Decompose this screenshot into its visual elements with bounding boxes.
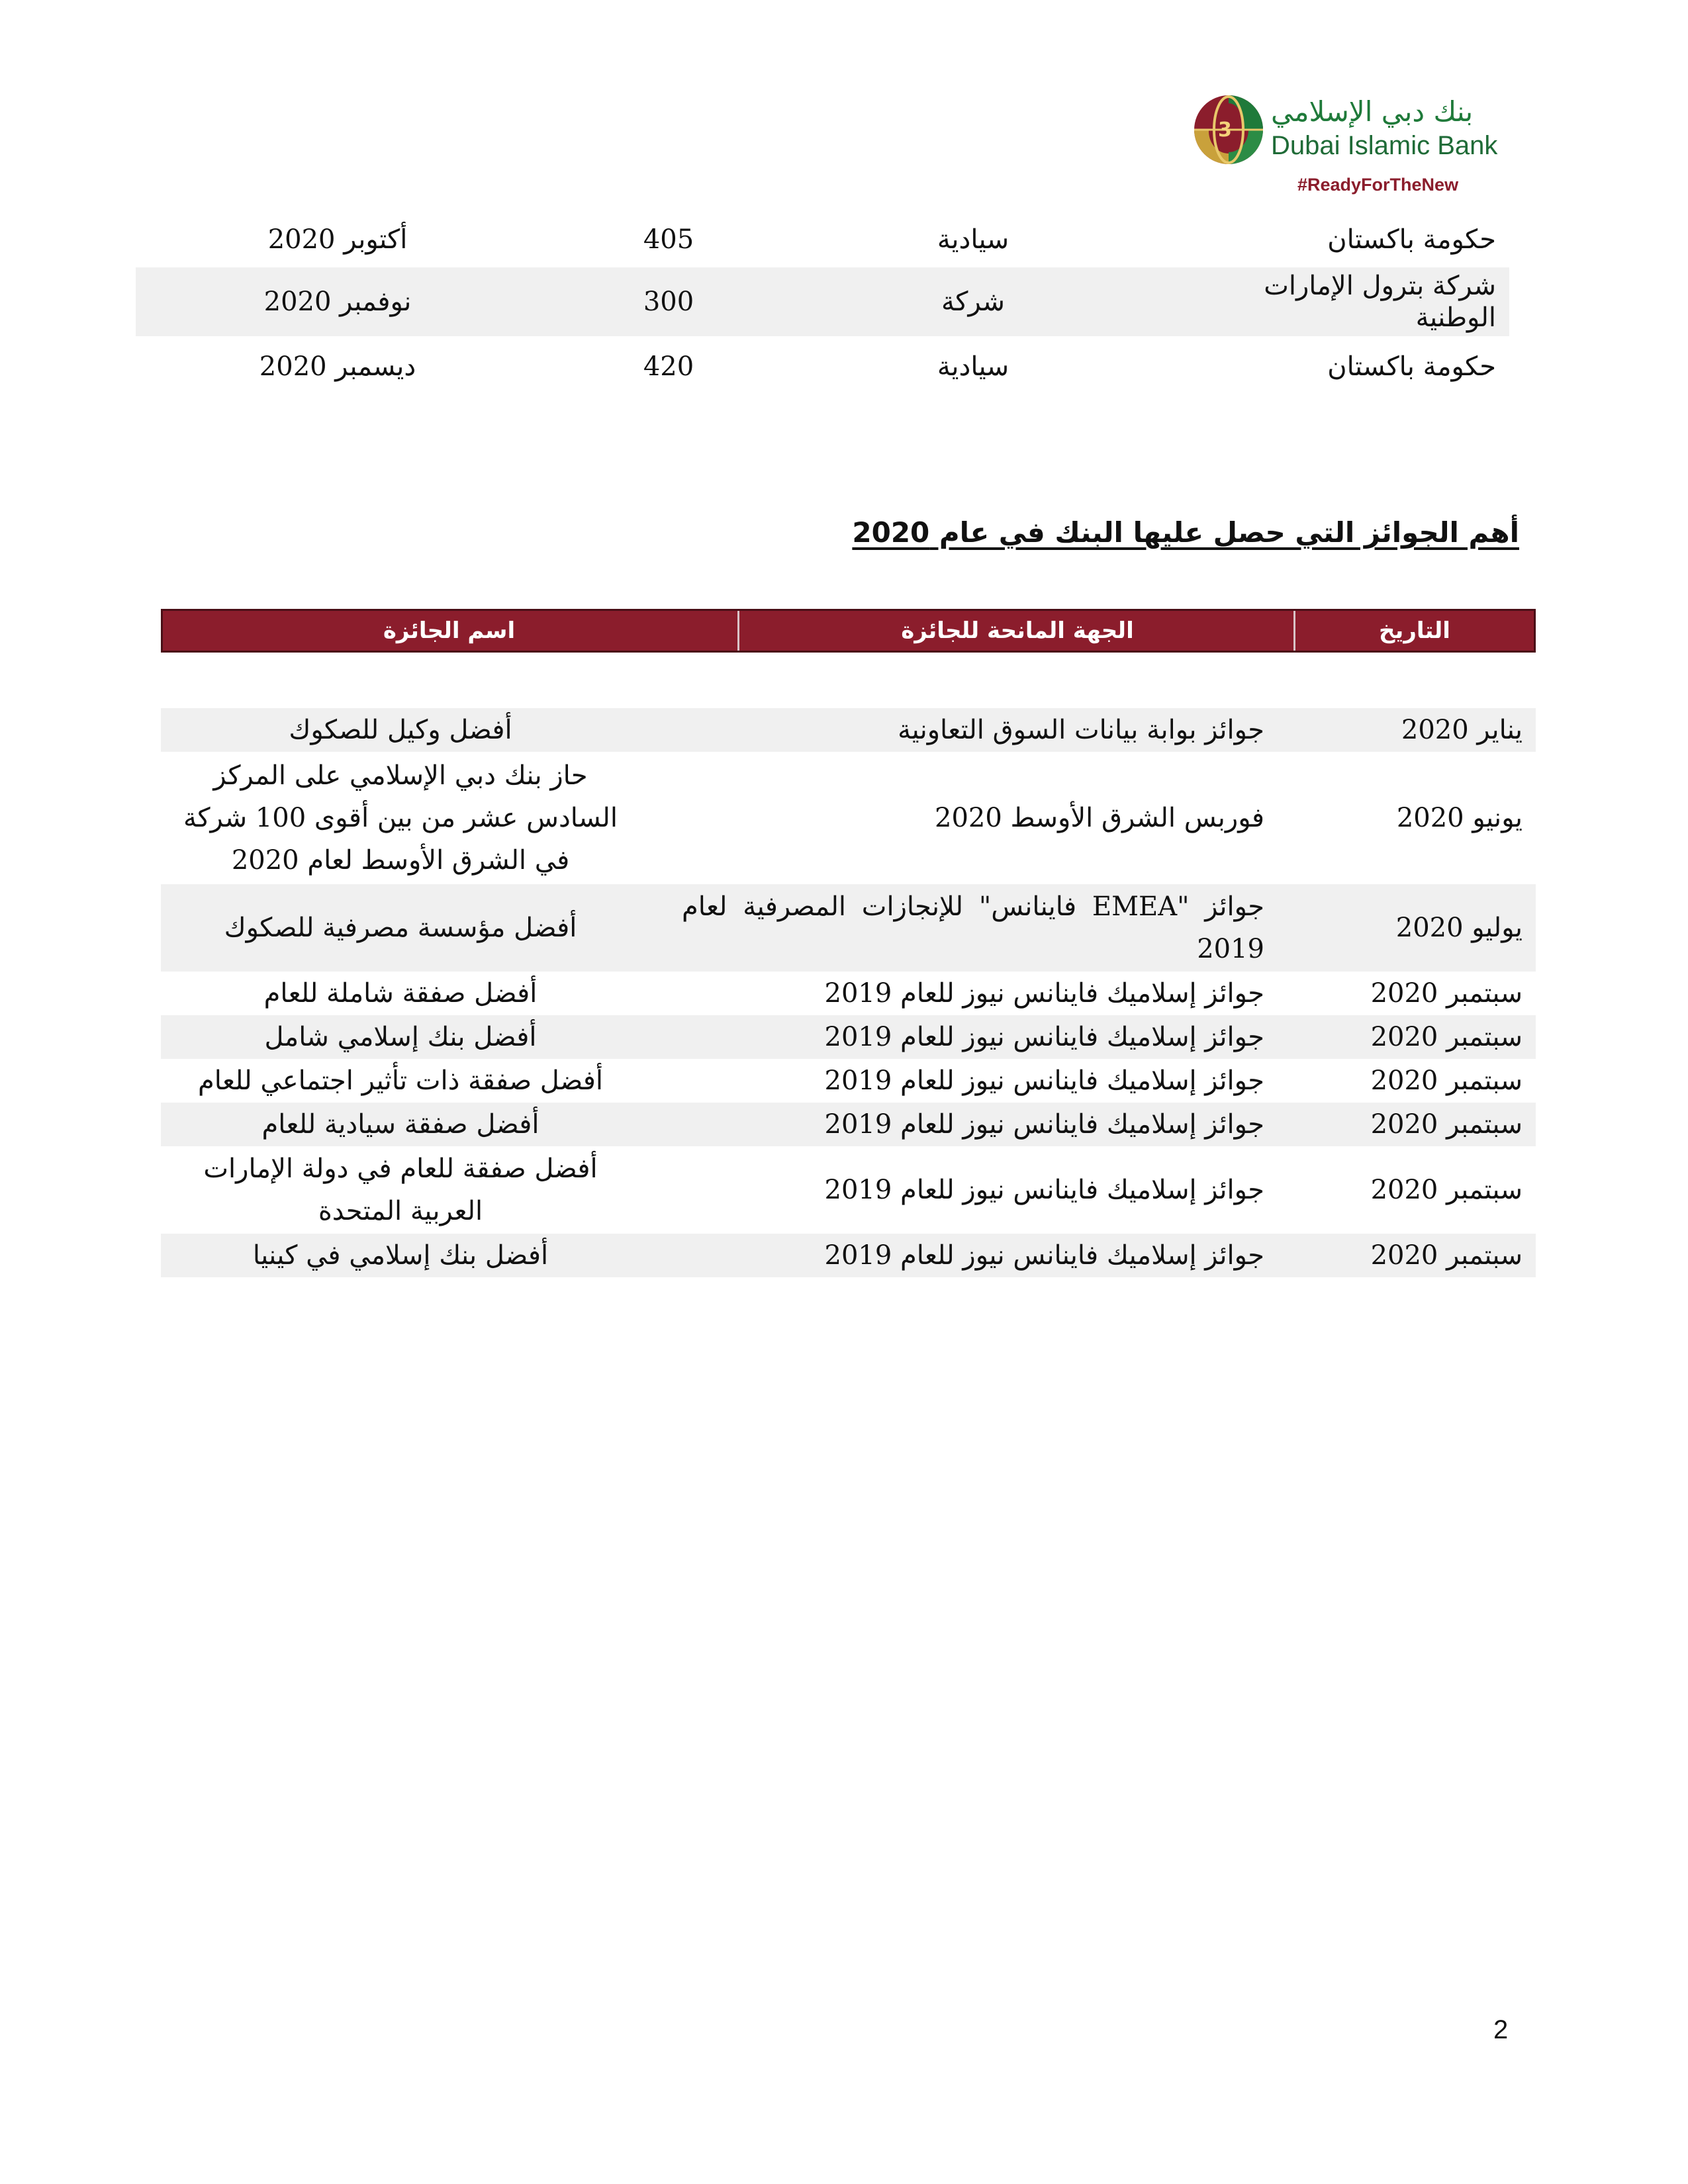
award-name-cell: أفضل صفقة للعام في دولة الإمارات العربية المتحدة — [203, 1154, 598, 1226]
logo-tagline: #ReadyForTheNew — [1297, 175, 1459, 195]
amount-cell: 405 — [643, 224, 694, 255]
table-row — [161, 752, 1536, 884]
award-organization-cell: جوائز إسلاميك فاينانس نيوز للعام 2019 — [824, 978, 1264, 1009]
table-row — [161, 1103, 1536, 1146]
table-row — [161, 1146, 1536, 1234]
award-date-cell: يوليو 2020 — [1395, 913, 1523, 943]
issuer-cell: حكومة باكستان — [1327, 351, 1496, 382]
issuances-table — [136, 212, 1509, 397]
award-organization-cell: جوائز إسلاميك فاينانس نيوز للعام 2019 — [824, 1066, 1264, 1096]
date-cell: أكتوبر 2020 — [267, 224, 408, 255]
award-name-cell: حاز بنك دبي الإسلامي على المركز السادس عشر من بين أقوى 100 شركة في الشرق الأوسط لعام 2020 — [183, 760, 618, 876]
logo-arabic-text: بنك دبي الإسلامي — [1271, 95, 1474, 128]
table-row — [136, 267, 1509, 336]
logo-english-text: Dubai Islamic Bank — [1271, 131, 1498, 160]
table-row — [161, 1015, 1536, 1059]
table-row — [161, 708, 1536, 752]
amount-cell: 420 — [643, 351, 694, 382]
award-date-cell: سبتمبر 2020 — [1370, 1175, 1523, 1205]
dib-globe-icon — [1192, 93, 1264, 167]
awards-table — [161, 609, 1536, 1277]
amount-cell: 300 — [643, 287, 694, 317]
header-organization: الجهة المانحة للجائزة — [737, 611, 1295, 651]
award-name-cell: أفضل مؤسسة مصرفية للصكوك — [224, 913, 577, 943]
bank-logo — [1192, 93, 1523, 205]
award-date-cell: سبتمبر 2020 — [1370, 1240, 1523, 1271]
award-organization-cell: جوائز إسلاميك فاينانس نيوز للعام 2019 — [824, 1175, 1264, 1205]
award-organization-cell: جوائز إسلاميك فاينانس نيوز للعام 2019 — [824, 1022, 1264, 1052]
type-cell: شركة — [941, 287, 1006, 317]
issuer-cell: حكومة باكستان — [1327, 224, 1496, 255]
award-name-cell: أفضل بنك إسلامي شامل — [264, 1022, 537, 1052]
award-name-cell: أفضل صفقة سيادية للعام — [261, 1109, 539, 1140]
header-date: التاريخ — [1293, 611, 1534, 651]
award-date-cell: سبتمبر 2020 — [1370, 1066, 1523, 1096]
table-row — [136, 212, 1509, 267]
table-spacer — [161, 653, 1536, 708]
date-cell: نوفمبر 2020 — [263, 287, 412, 317]
table-row — [136, 336, 1509, 397]
award-date-cell: سبتمبر 2020 — [1370, 1022, 1523, 1052]
table-row — [161, 1059, 1536, 1103]
awards-table-header — [161, 609, 1536, 653]
award-date-cell: سبتمبر 2020 — [1370, 1109, 1523, 1140]
award-name-cell: أفضل صفقة ذات تأثير اجتماعي للعام — [198, 1066, 603, 1096]
award-date-cell: يناير 2020 — [1401, 715, 1523, 745]
award-organization-cell: جوائز "EMEA فاينانس" للإنجازات المصرفية لعام 2019 — [682, 891, 1265, 964]
table-row — [161, 1234, 1536, 1277]
award-date-cell: سبتمبر 2020 — [1370, 978, 1523, 1009]
award-organization-cell: جوائز إسلاميك فاينانس نيوز للعام 2019 — [824, 1240, 1264, 1271]
svg-text:3: 3 — [1218, 118, 1232, 142]
award-name-cell: أفضل بنك إسلامي في كينيا — [252, 1240, 549, 1271]
table-row — [161, 972, 1536, 1015]
award-name-cell: أفضل صفقة شاملة للعام — [263, 978, 538, 1009]
awards-heading: أهم الجوائز التي حصل عليها البنك في عام 2020 — [852, 516, 1519, 549]
type-cell: سيادية — [937, 351, 1009, 382]
issuer-cell: شركة بترول الإمارات الوطنية — [1264, 271, 1496, 333]
award-name-cell: أفضل وكيل للصكوك — [289, 715, 512, 745]
award-date-cell: يونيو 2020 — [1396, 803, 1523, 833]
award-organization-cell: فوربس الشرق الأوسط 2020 — [935, 803, 1264, 833]
date-cell: ديسمبر 2020 — [259, 351, 416, 382]
header-award: اسم الجائزة — [383, 617, 516, 644]
type-cell: سيادية — [937, 224, 1009, 255]
table-row — [161, 884, 1536, 972]
award-organization-cell: جوائز بوابة بيانات السوق التعاونية — [898, 715, 1264, 745]
award-organization-cell: جوائز إسلاميك فاينانس نيوز للعام 2019 — [824, 1109, 1264, 1140]
page-number: 2 — [1493, 2015, 1509, 2044]
